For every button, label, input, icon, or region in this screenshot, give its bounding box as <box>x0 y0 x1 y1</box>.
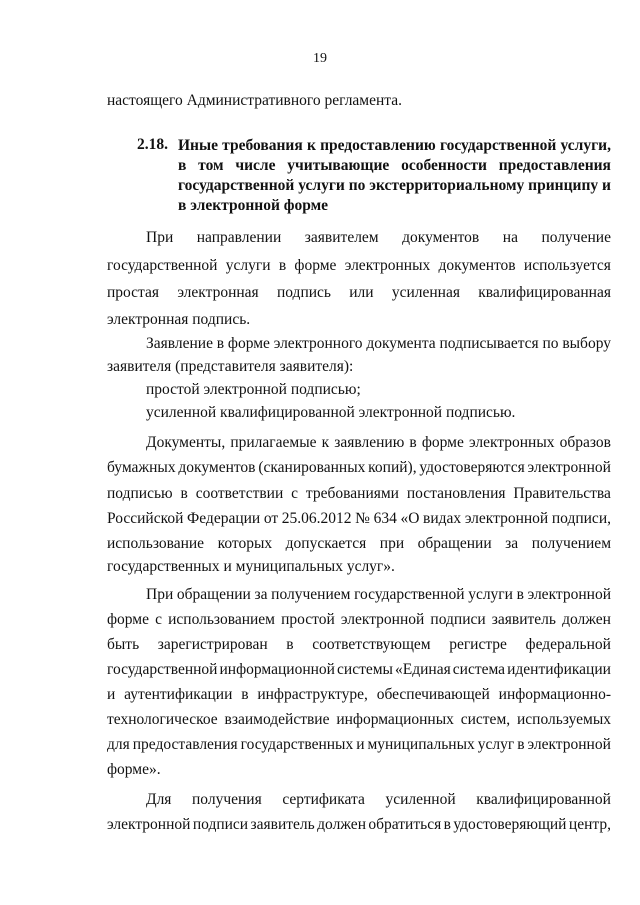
word: подписью <box>107 485 173 502</box>
word: подпись <box>276 284 331 301</box>
word: использование <box>107 535 205 552</box>
word: услуги <box>225 257 271 274</box>
text-line <box>146 334 611 354</box>
word: предоставления <box>132 736 238 753</box>
word: Документы, <box>146 434 226 451</box>
word: бумажных <box>107 459 176 476</box>
word: обращении <box>176 586 251 603</box>
word: аутентификации <box>124 686 233 703</box>
word: требования <box>222 137 303 154</box>
word: услуги <box>298 177 345 194</box>
word: подписывается <box>439 335 539 352</box>
word: постановления <box>406 485 506 502</box>
word: обеспечивающей <box>376 686 490 703</box>
word: используется <box>523 257 611 274</box>
text-line <box>107 685 611 705</box>
word: на <box>502 229 518 246</box>
word: квалифицированной <box>476 791 611 808</box>
word: государственной <box>439 137 557 154</box>
word: и <box>602 177 611 194</box>
word: прилагаемые <box>230 434 317 451</box>
word: или <box>349 284 374 301</box>
text-line: усиленной квалифицированной электронной подписью. <box>146 404 516 421</box>
word: электронная <box>177 284 259 301</box>
word: взаимодействие <box>224 711 330 728</box>
word: При <box>146 586 174 603</box>
word: к <box>321 434 330 451</box>
word: государственной <box>107 661 218 678</box>
word: систем, <box>460 711 511 728</box>
word: квалифицированная <box>478 284 611 301</box>
word: Правительства <box>513 485 611 502</box>
text-line: государственных и муниципальных услуг». <box>107 558 395 575</box>
word: идентификации <box>507 661 611 678</box>
word: требованиями <box>305 485 399 502</box>
word: получением <box>271 586 351 603</box>
word: простой <box>281 611 335 628</box>
word: в <box>409 434 417 451</box>
word: для <box>107 736 130 753</box>
text-line: форме». <box>107 761 161 778</box>
word: предоставлению <box>320 137 436 154</box>
section-heading-line-2 <box>178 156 611 176</box>
word: государственной <box>354 586 465 603</box>
word: государственной <box>178 177 295 194</box>
text-line: электронная подпись. <box>107 311 251 328</box>
word: должен <box>562 611 611 628</box>
word: заявителем <box>304 229 379 246</box>
text-line <box>146 790 611 810</box>
word: и <box>356 736 365 753</box>
word: подписи <box>430 611 486 628</box>
word: «О <box>400 510 420 527</box>
word: 634 <box>373 510 397 527</box>
text-line <box>107 635 611 655</box>
word: в <box>180 485 188 502</box>
word: заявитель <box>250 816 315 833</box>
word: электронной <box>527 736 611 753</box>
word: с <box>155 611 162 628</box>
section-heading-line-3 <box>178 176 611 196</box>
word: Заявление <box>146 335 213 352</box>
word: в <box>286 636 294 653</box>
word: Федерации <box>187 510 261 527</box>
word: электронной <box>527 459 611 476</box>
word: использованием <box>168 611 275 628</box>
word: сертификата <box>282 791 365 808</box>
text-line <box>107 735 611 755</box>
section-heading-line-4: в электронной форме <box>178 197 329 214</box>
word: муниципальных <box>367 736 475 753</box>
word: зарегистрирован <box>157 636 268 653</box>
word: быть <box>107 636 140 653</box>
word: электронной <box>464 510 549 527</box>
word: документа <box>366 335 436 352</box>
word: при <box>379 535 405 552</box>
word: предоставления <box>498 157 611 174</box>
word: том <box>198 157 224 174</box>
word: электронных <box>468 434 555 451</box>
word: к <box>306 137 316 154</box>
word: экстерриториальному <box>369 177 525 194</box>
word: информационных <box>336 711 454 728</box>
word: усиленной <box>385 791 456 808</box>
word: государственной <box>107 257 218 274</box>
word: услуг <box>477 736 515 753</box>
word: соответствующем <box>312 636 431 653</box>
word: удостоверяющий <box>453 816 567 833</box>
word: получением <box>531 535 611 552</box>
word: получения <box>192 791 262 808</box>
word: учитывающие <box>287 157 390 174</box>
word: информационной <box>219 661 335 678</box>
text-line: настоящего Административного регламента. <box>107 92 403 109</box>
text-line <box>146 228 611 248</box>
word: При <box>146 229 174 246</box>
word: электронной <box>527 586 611 603</box>
text-line <box>146 433 611 453</box>
word: в <box>241 686 249 703</box>
word: по <box>542 335 559 352</box>
word: выбору <box>562 335 611 352</box>
word: простая <box>107 284 160 301</box>
word: центр, <box>568 816 611 833</box>
word: которых <box>217 535 273 552</box>
word: форме <box>421 434 464 451</box>
word: удостоверяются <box>419 459 525 476</box>
word: система <box>452 661 506 678</box>
text-line <box>107 458 611 478</box>
word: используемых <box>516 711 611 728</box>
word: и <box>107 686 116 703</box>
word: системы <box>337 661 393 678</box>
word: № <box>355 510 370 527</box>
word: в <box>178 157 187 174</box>
page-number: 19 <box>313 51 327 66</box>
word: инфраструктуре, <box>257 686 368 703</box>
text-line: простой электронной подписью; <box>146 381 361 398</box>
section-number: 2.18. <box>137 136 168 153</box>
word: с <box>291 485 299 502</box>
word: в <box>216 335 225 352</box>
word: электронного <box>273 335 363 352</box>
word: по <box>348 177 366 194</box>
word: форме <box>227 335 270 352</box>
word: подписи <box>192 816 249 833</box>
word: услуги, <box>560 137 611 154</box>
text-line <box>107 256 611 276</box>
text-line <box>107 660 611 680</box>
word: образов <box>559 434 611 451</box>
word: подписи, <box>551 510 611 527</box>
word: в <box>517 736 525 753</box>
word: информационно- <box>498 686 611 703</box>
word: государственных <box>240 736 354 753</box>
word: допускается <box>285 535 367 552</box>
word: форме <box>107 611 149 628</box>
word: за <box>505 535 519 552</box>
text-line <box>107 710 611 730</box>
word: форме <box>294 257 337 274</box>
word: (сканированных <box>258 459 366 476</box>
word: в <box>278 257 287 274</box>
word: направлении <box>196 229 282 246</box>
word: регистре <box>449 636 507 653</box>
text-line <box>146 585 611 605</box>
word: за <box>254 586 268 603</box>
word: соответствии <box>195 485 284 502</box>
word: документов <box>438 257 516 274</box>
section-heading-line-1 <box>178 136 611 156</box>
word: видах <box>423 510 462 527</box>
word: электронной <box>107 816 191 833</box>
word: заявлению <box>334 434 405 451</box>
word: от <box>263 510 279 527</box>
text-line <box>107 610 611 630</box>
text-line: заявителя (представителя заявителя): <box>107 358 354 375</box>
word: «Единая <box>395 661 451 678</box>
word: копий), <box>368 459 417 476</box>
word: электронной <box>340 611 425 628</box>
word: 25.06.2012 <box>281 510 352 527</box>
word: особенности <box>401 157 487 174</box>
word: документов <box>402 229 480 246</box>
text-line <box>107 534 611 554</box>
word: получение <box>541 229 611 246</box>
word: электронных <box>344 257 431 274</box>
text-line <box>107 484 611 504</box>
word: усиленная <box>391 284 460 301</box>
text-line <box>107 509 611 529</box>
word: федеральной <box>525 636 611 653</box>
word: Для <box>146 791 172 808</box>
word: в <box>516 586 524 603</box>
word: документов <box>178 459 256 476</box>
word: должен <box>317 816 366 833</box>
word: Иные <box>178 137 218 154</box>
word: Российской <box>107 510 184 527</box>
word: технологическое <box>107 711 218 728</box>
word: принципу <box>528 177 599 194</box>
word: обратиться <box>368 816 442 833</box>
text-line <box>107 815 611 835</box>
text-line <box>107 283 611 303</box>
word: в <box>443 816 451 833</box>
word: числе <box>235 157 276 174</box>
word: обращении <box>417 535 492 552</box>
word: заявитель <box>491 611 556 628</box>
word: услуги <box>468 586 513 603</box>
